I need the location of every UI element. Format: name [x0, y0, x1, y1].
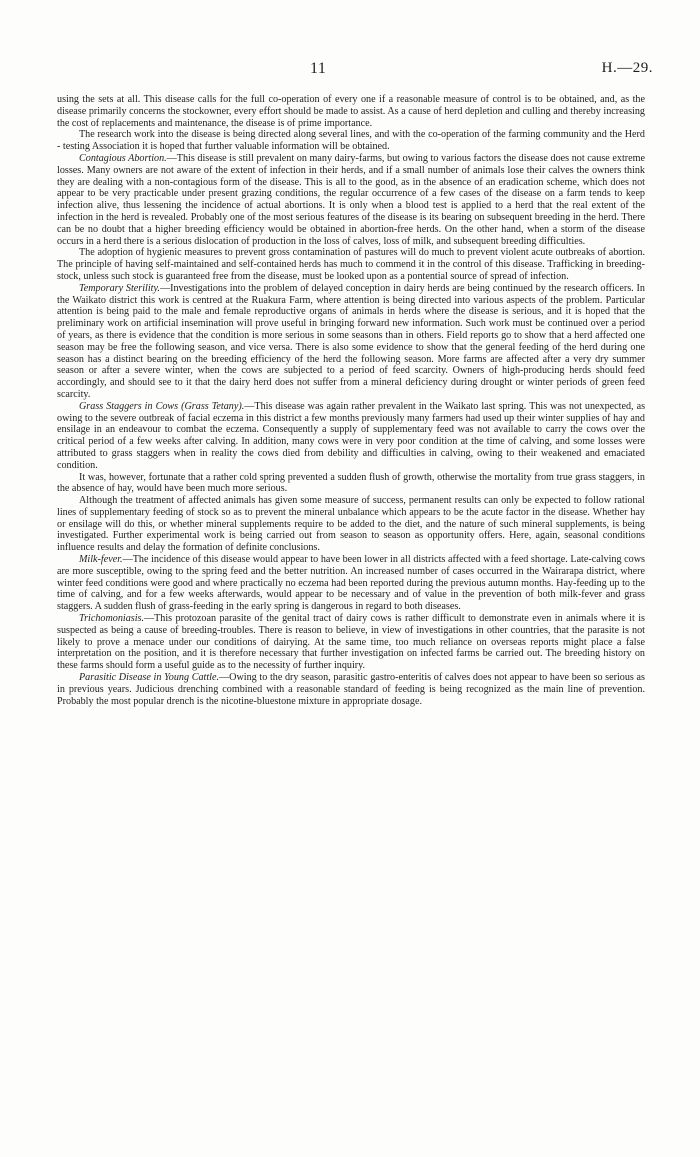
paragraph — [57, 283, 645, 401]
paragraph — [57, 153, 645, 247]
paragraph-heading: Parasitic Disease in Young Cattle. — [79, 672, 220, 684]
paragraph-heading: Grass Staggers in Cows (Grass Tetany). — [79, 400, 245, 412]
paragraph-text: The adoption of hygienic measures to prevent gross contamination of pastures will do much to prevent violent acute outbreaks of abortion. The principle of having self-maintained and self-contained herds has much to commend it in the control of this disease. Trafficking in breeding-stock, unless such stock is guaranteed free from the disease, must be looked upon as a pontential source of spread of infection. — [57, 247, 645, 282]
paragraph-text: —Owing to the dry season, parasitic gastro-enteritis of calves does not appear to have been so serious as in previous years. Judicious drenching combined with a reasonable standard of feeding is being recognized as the main line of prevention. Probably the most popular drench is the nicotine-bluestone mixture in appropriate dosage. — [57, 672, 645, 707]
body-text — [57, 94, 645, 707]
paragraph-heading: Trichomoniasis. — [79, 613, 144, 625]
paragraph-text: using the sets at all. This disease calls for the full co-operation of every one if a reasonable measure of control is to be obtained, and, as the disease primarily concerns the stockowner, every effort should be made to assist. As a cause of herd depletion and culling and thereby increasing the cost of replacements and maintenance, the disease is of prime importance. — [57, 94, 645, 129]
paragraph-heading: Contagious Abortion. — [79, 152, 167, 164]
paragraph — [57, 401, 645, 472]
paragraph — [57, 495, 645, 554]
paragraph-text: —Investigations into the problem of delayed conception in dairy herds are being continued by the research officers. In the Waikato district this work is centred at the Ruakura Farm, where attention is being directed into various aspects of the problem. Particular attention is being paid to the male and female reproductive organs of animals in herds where the disease is serious, and it is hoped that the preliminary work on artificial insemination will prove useful in bringing forward new information. Such work must be continued over a period of years, as there is evidence that the condition is more serious in some seasons than in others. Field reports go to show that a herd affected one season may be free the following season, and vice versa. There is also some evidence to show that the general feeding of the herd during one season has a distinct bearing on the breeding efficiency of the herd the following season. More farms are affected after a very dry summer season or after a severe winter, when the cows are subjected to a period of feed scarcity. Owners of high-producing herds should feed accordingly, and should see to it that the dairy herd does not suffer from a mineral deficiency during drought or winter periods of green feed scarcity. — [57, 282, 645, 400]
paragraph — [57, 554, 645, 613]
paragraph-text: —This disease was again rather prevalent in the Waikato last spring. This was not unexpected, as owing to the severe outbreak of facial eczema in this district a few months previously many farmers had used up their winter supplies of hay and ensilage in an endeavour to combat the eczema. Consequently a supply of supplementary feed was not available to carry the cows over the critical period of a few weeks after calving. In addition, many cows were in very poor condition at the time of calving, and some losses were attributed to grass staggers when in reality the cows died from debility and difficulties in calving, owing to their weakened and emaciated condition. — [57, 400, 646, 471]
paragraph — [57, 129, 645, 153]
paragraph-text: It was, however, fortunate that a rather cold spring prevented a sudden flush of growth, otherwise the mortality from true grass staggers, in the absence of hay, would have been much more serious. — [57, 471, 645, 495]
paragraph — [57, 613, 645, 672]
paragraph — [57, 247, 645, 282]
paragraph-text: —This disease is still prevalent on many dairy-farms, but owing to various factors the disease does not cause extreme losses. Many owners are not aware of the extent of infection in their herds, and if a small number of animals lose their calves the owners think they are dealing with a non-contagious form of the disease. This is all to the good, as in the absence of an eradication scheme, which does not appear to be very practicable under present grazing conditions, the regular occurrence of a few cases of the disease on a farm tends to keep infection alive, thus lessening the incidence of actual abortions. It is only when a blood test is applied to a herd that the real extent of the infection in the herd is revealed. Probably one of the most serious features of the disease is its bearing on subsequent breeding in the herd. There can be no doubt that a higher breeding efficiency would be obtained in abortion-free herds. On the other hand, when a storm of the disease occurs in a herd there is a serious dislocation of production in the loss of calves, loss of milk, and subsequent breeding difficulties. — [57, 152, 645, 247]
paragraph-text: —The incidence of this disease would appear to have been lower in all districts affected with a feed shortage. Late-calving cows are more susceptible, owing to the spring feed and the better nutrition. An increased number of cases occurred in the Wairarapa district, where winter feed conditions were good and where practically no eczema had been reported during the previous autumn months. Hay-feeding up to the time of calving, and for a few weeks afterwards, would appear to be necessary and of value in the prevention of both milk-fever and grass staggers. A sudden flush of grass-feeding in the early spring is dangerous in regard to both diseases. — [57, 554, 645, 613]
paragraph — [57, 672, 645, 707]
page-number: 11 — [310, 60, 327, 77]
paragraph — [57, 472, 645, 496]
paragraph-text: The research work into the disease is being directed along several lines, and with the co-operation of the farming community and the Herd - testing Association it is hoped that further valuable information will be obtained. — [57, 129, 645, 153]
page-header — [0, 60, 700, 80]
paragraph-heading: Temporary Sterility. — [79, 282, 160, 294]
paragraph-text: —This protozoan parasite of the genital tract of dairy cows is rather difficult to demonstrate even in animals where it is suspected as being a cause of breeding-troubles. There is reason to believe, in view of investigations in other countries, that the parasite is not likely to prove a menace under our conditions of dairying. At the same time, too much reliance on overseas reports might place a false interpretation on the position, and it is therefore necessary that further investigation on infected farms be carried out. The breeding history on these farms should form a useful guide as to the necessity of further inquiry. — [57, 613, 645, 672]
paragraph — [57, 94, 645, 129]
paragraph-heading: Milk-fever. — [79, 554, 123, 566]
document-reference: H.—29. — [601, 60, 653, 76]
paragraph-text: Although the treatment of affected animals has given some measure of success, permanent results can only be expected to follow rational lines of supplementary feeding of stock so as to prevent the mineral unbalance which appears to be the acute factor in the disease. Whether hay or ensilage will do this, or whether mineral supplements require to be added to the diet, and the nature of such mineral supplements, is being investigated. Further experimental work is being carried out from season to season as opportunity offers. Here, again, seasonal conditions influence results and delay the formation of definite conclusions. — [57, 495, 645, 554]
